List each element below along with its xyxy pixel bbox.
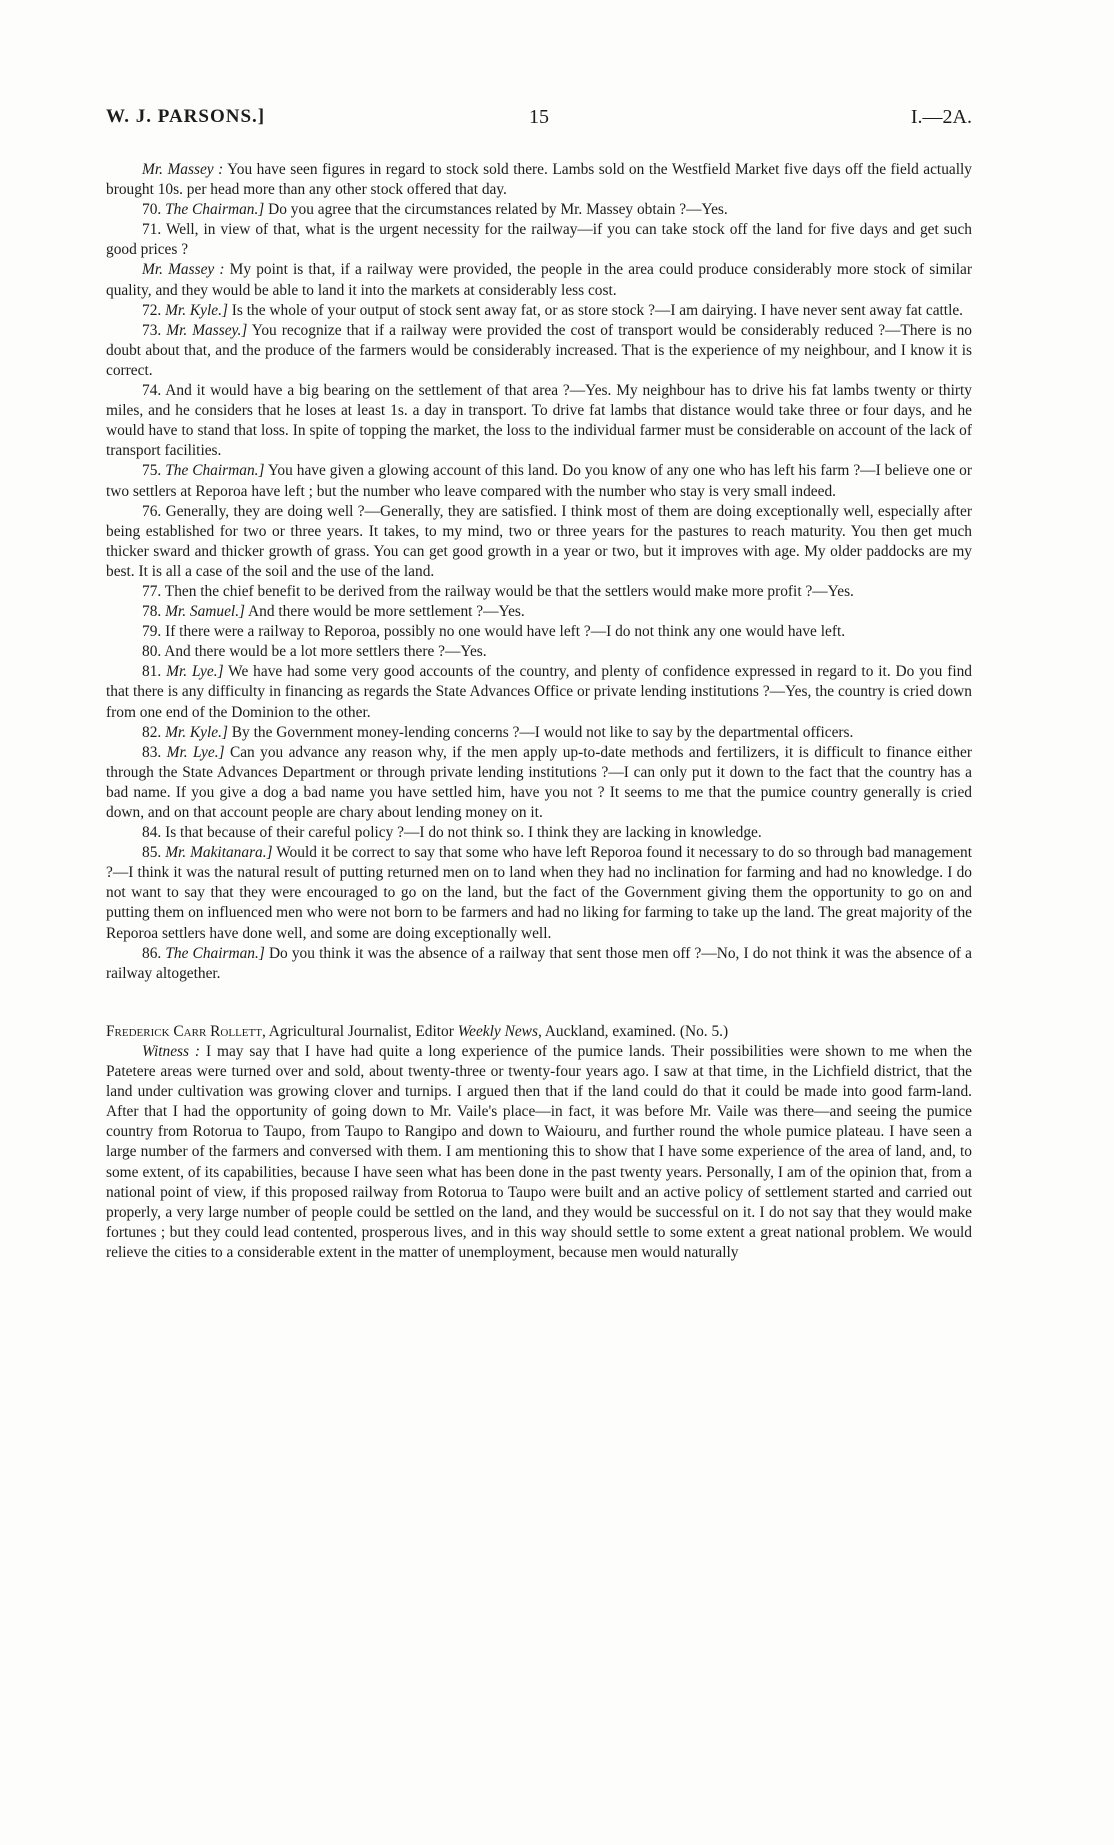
speaker-name: Mr. Samuel.]	[165, 603, 246, 621]
paragraph-text: Can you advance any reason why, if the men apply up-to-date methods and fertilizers, it is difficult to finance either through the State Advances Department or through private lending institutions ?—I can only put it down to the fact that the country has a bad name. If you give a dog a bad name you have settled him, have you not ? It seems to me that the pumice country generally is cried down, and on that account people are chary about lending money on it.	[106, 743, 972, 821]
evidence-paragraph	[106, 502, 972, 582]
witness-statement-text: I may say that I have had quite a long experience of the pumice lands. Their possibilities were shown to me when the Patetere areas were turned over and sold, about twenty-three or twenty-four years ago. I saw at that time, in the Lichfield district, that the land under cultivation was growing clover and turnips. I argued then that if the land could do that it could be made into good farm-land. After that I had the opportunity of going down to Mr. Vaile's place—in fact, it was before Mr. Vaile was there—and seeing the pumice country from Rotorua to Taupo, from Taupo to Rangipo and down to Waiouru, and further round the whole pumice plateau. I have seen a large number of the farmers and conversed with them. I am mentioning this to show that I have some experience of the area of land, and, to some extent, of its capabilities, because I have seen what has been done in the past twenty years. Personally, I am of the opinion that, from a national point of view, if this proposed railway from Rotorua to Taupo were built and an active policy of settlement started and carried out properly, a very large number of people could be settled on the land, and they would be successful on it. I do not say that they would make fortunes ; but they could lead contented, prosperous lives, and in this way should settle to some extent a great national problem. We would relieve the cities to a considerable extent in the matter of unemployment, because men would naturally	[106, 1042, 972, 1261]
section-gap	[106, 984, 972, 1022]
evidence-paragraph	[106, 160, 972, 200]
paragraph-text: You recognize that if a railway were provided the cost of transport would be considerably reduced ?—There is no doubt about that, and the produce of the farmers would be considerably increased. That is the experience of my neighbour, and I know it is correct.	[106, 321, 972, 379]
question-number: 81.	[142, 663, 167, 681]
speaker-name: Mr. Lye.]	[166, 663, 224, 681]
evidence-paragraph	[106, 321, 972, 381]
evidence-paragraph	[106, 260, 972, 300]
question-number: 86.	[142, 944, 166, 962]
paragraph-text: You have given a glowing account of this land. Do you know of any one who has left his farm ?—I believe one or two settlers at Reporoa have left ; but the number who leave compared with the number who stay is very small indeed.	[106, 462, 972, 500]
evidence-paragraph	[106, 743, 972, 823]
paragraph-text: Do you agree that the circumstances related by Mr. Massey obtain ?—Yes.	[264, 201, 728, 219]
question-number: 83.	[142, 743, 167, 761]
paragraph-text: Do you think it was the absence of a railway that sent those men off ?—No, I do not think it was the absence of a railway altogether.	[106, 944, 972, 982]
paragraph-text: 77. Then the chief benefit to be derived from the railway would be that the settlers would make more profit ?—Yes.	[142, 582, 854, 600]
paragraph-text: 71. Well, in view of that, what is the urgent necessity for the railway—if you can take stock off the land for five days and get such good prices ?	[106, 221, 972, 259]
speaker-name: Mr. Massey :	[142, 161, 224, 178]
evidence-paragraph	[106, 944, 972, 984]
witness-statement	[106, 1042, 972, 1263]
evidence-paragraph	[106, 301, 972, 321]
witness-heading	[106, 1022, 972, 1042]
publication-name: Weekly News	[457, 1022, 538, 1040]
speaker-name: The Chairman.]	[165, 944, 265, 962]
evidence-paragraph	[106, 843, 972, 943]
speaker-name: Mr. Kyle.]	[165, 301, 228, 319]
question-number: 73.	[142, 321, 167, 339]
paragraph-text: We have had some very good accounts of the country, and plenty of confidence expressed in regard to it. Do you find that there is any difficulty in financing as regards the State Advances Office or private lending institutions ?—Yes, the country is cried down from one end of the Dominion to the other.	[106, 663, 972, 721]
question-number: 72.	[142, 301, 166, 319]
evidence-paragraph	[106, 461, 972, 501]
speaker-name: The Chairman.]	[165, 201, 265, 219]
header-witness-name: W. J. PARSONS.]	[106, 106, 266, 127]
question-number: 75.	[142, 462, 166, 480]
document-reference: I.—2A.	[910, 106, 972, 128]
witness-label: Witness :	[142, 1042, 201, 1060]
evidence-paragraphs	[106, 160, 972, 984]
speaker-name: Mr. Lye.]	[166, 743, 225, 761]
evidence-paragraph	[106, 602, 972, 622]
evidence-paragraph	[106, 220, 972, 260]
witness-description: , Agricultural Journalist, Editor	[261, 1022, 458, 1040]
evidence-paragraph	[106, 381, 972, 461]
paragraph-text: Is the whole of your output of stock sent away fat, or as store stock ?—I am dairying. I have never sent away fat cattle.	[227, 301, 964, 319]
evidence-paragraph	[106, 200, 972, 220]
paragraph-text: And there would be more settlement ?—Yes.	[245, 603, 525, 621]
question-number: 78.	[142, 603, 166, 621]
paragraph-text: By the Government money-lending concerns ?—I would not like to say by the departmental officers.	[227, 723, 854, 741]
page-header	[106, 106, 972, 136]
paragraph-text: 76. Generally, they are doing well ?—Generally, they are satisfied. I think most of them are doing exceptionally well, especially after being established for two or three years. It takes, to my mind, two or three years for the pastures to reach maturity. You then get much thicker sward and thicker growth of grass. You can get good growth in a year or two, but it improves with age. My older paddocks are my best. It is all a case of the soil and the use of the land.	[106, 502, 972, 580]
paragraph-text: My point is that, if a railway were provided, the people in the area could produce considerably more stock of similar quality, and they would be able to land it into the markets at considerably less cost.	[106, 261, 972, 299]
evidence-paragraph	[106, 662, 972, 722]
paragraph-text: 74. And it would have a big bearing on the settlement of that area ?—Yes. My neighbour has to drive his fat lambs twenty or thirty miles, and he considers that he loses at least 1s. a day in transport. To drive fat lambs that distance would take three or four days, and he would have to stand that loss. In spite of topping the market, the loss to the individual farmer must be considerable on account of the lack of transport facilities.	[106, 382, 972, 460]
witness-heading-tail: , Auckland, examined. (No. 5.)	[537, 1022, 729, 1040]
evidence-paragraph	[106, 823, 972, 843]
evidence-paragraph	[106, 582, 972, 602]
paragraph-text: 84. Is that because of their careful policy ?—I do not think so. I think they are lacking in knowledge.	[142, 824, 762, 842]
paragraph-text: You have seen figures in regard to stock sold there. Lambs sold on the Westfield Market five days off the field actually brought 10s. per head more than any other stock offered that day.	[106, 161, 972, 199]
speaker-name: Mr. Massey :	[142, 261, 225, 279]
evidence-paragraph	[106, 723, 972, 743]
question-number: 70.	[142, 201, 166, 219]
witness-name: Frederick Carr Rollett	[106, 1022, 262, 1040]
speaker-name: Mr. Massey.]	[166, 321, 248, 339]
paragraph-text: Would it be correct to say that some who have left Reporoa found it necessary to do so through bad management ?—I think it was the natural result of putting returned men on to land when they had no inclination for farming and had no knowledge. I do not want to say that they were encouraged to go on the land, but the fact of the Government giving them the opportunity to go on and putting them on influenced men who were not born to be farmers and had no liking for farming to take up the land. The great majority of the Reporoa settlers have done well, and some are doing exceptionally well.	[106, 844, 972, 942]
paragraph-text: 79. If there were a railway to Reporoa, possibly no one would have left ?—I do not think any one would have left.	[142, 623, 846, 641]
speaker-name: Mr. Kyle.]	[165, 723, 228, 741]
page-body	[106, 160, 972, 1263]
speaker-name: Mr. Makitanara.]	[165, 844, 273, 862]
evidence-paragraph	[106, 622, 972, 642]
paragraph-text: 80. And there would be a lot more settlers there ?—Yes.	[142, 643, 487, 661]
question-number: 82.	[142, 723, 166, 741]
evidence-paragraph	[106, 642, 972, 662]
speaker-name: The Chairman.]	[165, 462, 265, 480]
page-number: 15	[529, 106, 549, 128]
question-number: 85.	[142, 844, 166, 862]
